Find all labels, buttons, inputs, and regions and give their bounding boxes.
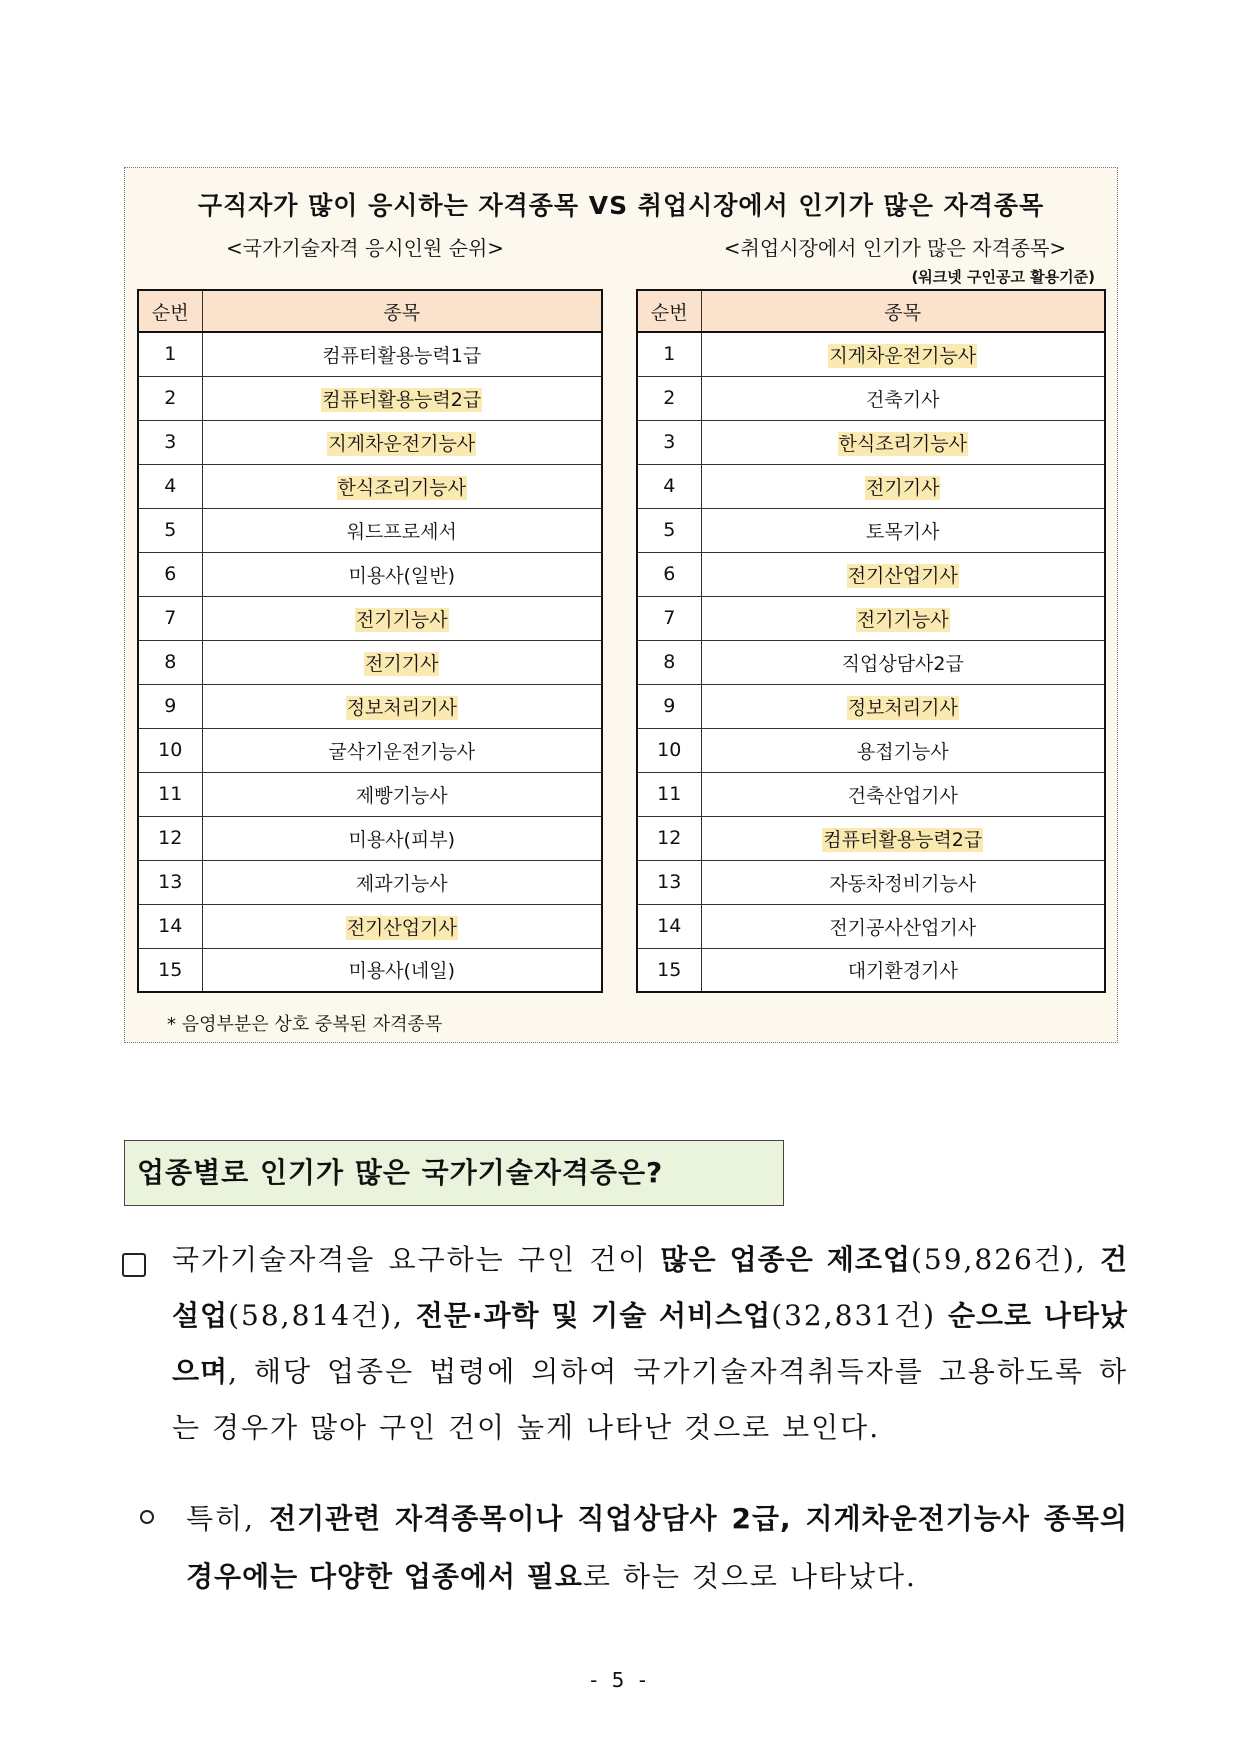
paragraph-sub: [186, 1490, 1128, 1606]
qualification-cell: [701, 332, 1105, 376]
qualification-name: 건축기사: [866, 388, 940, 411]
header-item: 종목: [701, 290, 1105, 332]
right-table-caption: <취업시장에서 인기가 많은 자격종목>: [723, 236, 1067, 260]
qualification-cell: [701, 684, 1105, 728]
rank-number: 5: [138, 508, 202, 552]
header-item: 종목: [202, 290, 602, 332]
qualification-name: 전기기사: [365, 652, 439, 675]
qualification-name: 토목기사: [866, 520, 940, 543]
rank-number: 7: [138, 596, 202, 640]
qualification-name: 전기산업기사: [847, 564, 958, 587]
rank-number: 13: [138, 860, 202, 904]
rank-number: 7: [637, 596, 701, 640]
rank-number: 4: [637, 464, 701, 508]
qualification-name: 용접기능사: [856, 740, 949, 763]
rank-number: 8: [138, 640, 202, 684]
rank-number: 9: [637, 684, 701, 728]
table-row: [637, 332, 1105, 376]
qualification-name: 지게차운전기능사: [829, 344, 977, 367]
qualification-cell: [701, 816, 1105, 860]
section-heading: 업종별로 인기가 많은 국가기술자격증은?: [124, 1140, 784, 1206]
footnote: * 음영부분은 상호 중복된 자격종목: [167, 1014, 443, 1035]
qualification-cell: [202, 904, 602, 948]
bold-text: 많은 업종은 제조업: [660, 1243, 911, 1276]
rank-number: 1: [637, 332, 701, 376]
qualification-cell: [202, 684, 602, 728]
qualification-name: 전기산업기사: [346, 916, 457, 939]
table-row: [637, 420, 1105, 464]
table-header-row: [138, 290, 602, 332]
rank-number: 11: [138, 772, 202, 816]
rank-number: 1: [138, 332, 202, 376]
rank-number: 13: [637, 860, 701, 904]
qualification-cell: [701, 640, 1105, 684]
job-market-ranking-table: [636, 289, 1106, 993]
exam-ranking-table: [137, 289, 603, 993]
table-row: [138, 860, 602, 904]
table-row: [138, 508, 602, 552]
table-row: [138, 904, 602, 948]
text-run: (58,814건),: [228, 1299, 416, 1332]
table-row: [138, 464, 602, 508]
qualification-cell: [701, 948, 1105, 992]
left-table-caption: <국가기술자격 응시인원 순위>: [225, 236, 505, 260]
qualification-cell: [202, 332, 602, 376]
qualification-name: 건축산업기사: [847, 784, 958, 807]
text-run: 국가기술자격을 요구하는 구인 건이: [172, 1243, 661, 1276]
rank-number: 14: [138, 904, 202, 948]
table-row: [138, 596, 602, 640]
checkbox-bullet-icon: [122, 1253, 146, 1277]
rank-number: 11: [637, 772, 701, 816]
rank-number: 6: [637, 552, 701, 596]
qualification-name: 지게차운전기능사: [328, 432, 476, 455]
qualification-cell: [701, 552, 1105, 596]
qualification-name: 워드프로세서: [346, 520, 457, 543]
table-row: [637, 596, 1105, 640]
comparison-title: 구직자가 많이 응시하는 자격종목 VS 취업시장에서 인기가 많은 자격종목: [197, 191, 1045, 220]
table-row: [637, 860, 1105, 904]
qualification-cell: [701, 420, 1105, 464]
bold-text: 전기관련 자격종목이나 직업상담사 2급, 지게차운전기능사 종목의 경우에는 다양한 업종에서 필요: [186, 1502, 1128, 1593]
rank-number: 15: [637, 948, 701, 992]
qualification-cell: [202, 948, 602, 992]
table-row: [138, 816, 602, 860]
qualification-cell: [202, 464, 602, 508]
table-row: [637, 772, 1105, 816]
rank-number: 12: [637, 816, 701, 860]
table-header-row: [637, 290, 1105, 332]
qualification-name: 전기기능사: [355, 608, 448, 631]
table-row: [637, 640, 1105, 684]
right-table-note: (워크넷 구인공고 활용기준): [911, 268, 1095, 286]
table-row: [138, 640, 602, 684]
qualification-cell: [701, 376, 1105, 420]
table-row: [138, 684, 602, 728]
text-run: , 해당 업종은 법령에 의하여 국가기술자격취득자를 고용하도록 하는 경우가 많아 구인 건이 높게 나타난 것으로 보인다.: [172, 1355, 1128, 1444]
rank-number: 8: [637, 640, 701, 684]
table-row: [637, 816, 1105, 860]
header-num: 순번: [138, 290, 202, 332]
qualification-cell: [202, 552, 602, 596]
qualification-name: 대기환경기사: [847, 960, 958, 983]
text-run: (59,826건),: [910, 1243, 1100, 1276]
qualification-name: 미용사(네일): [348, 960, 456, 983]
rank-number: 4: [138, 464, 202, 508]
qualification-name: 전기기능사: [856, 608, 949, 631]
qualification-name: 컴퓨터활용능력1급: [322, 344, 482, 367]
job-market-ranking-body: [637, 332, 1105, 992]
qualification-name: 컴퓨터활용능력2급: [823, 828, 983, 851]
qualification-cell: [202, 816, 602, 860]
exam-ranking-body: [138, 332, 602, 992]
qualification-name: 전기공사산업기사: [829, 916, 977, 939]
qualification-cell: [202, 508, 602, 552]
table-row: [138, 948, 602, 992]
rank-number: 15: [138, 948, 202, 992]
qualification-cell: [701, 508, 1105, 552]
qualification-name: 굴삭기운전기능사: [328, 740, 476, 763]
qualification-name: 전기기사: [866, 476, 940, 499]
rank-number: 14: [637, 904, 701, 948]
qualification-name: 한식조리기능사: [337, 476, 466, 499]
text-run: 특히,: [186, 1502, 270, 1535]
qualification-name: 직업상담사2급: [841, 652, 964, 675]
qualification-cell: [202, 596, 602, 640]
comparison-box: [124, 167, 1118, 1043]
paragraph-main: [172, 1232, 1128, 1456]
qualification-name: 정보처리기사: [847, 696, 958, 719]
table-row: [637, 508, 1105, 552]
text-run: 로 하는 것으로 나타났다.: [582, 1560, 917, 1593]
qualification-cell: [701, 728, 1105, 772]
bold-text: 순으로 나타났으며: [172, 1299, 1128, 1388]
rank-number: 2: [637, 376, 701, 420]
qualification-cell: [701, 772, 1105, 816]
table-row: [637, 948, 1105, 992]
qualification-cell: [202, 376, 602, 420]
qualification-name: 제빵기능사: [355, 784, 448, 807]
rank-number: 2: [138, 376, 202, 420]
qualification-cell: [701, 904, 1105, 948]
table-row: [138, 728, 602, 772]
table-row: [138, 420, 602, 464]
table-row: [637, 904, 1105, 948]
header-num: 순번: [637, 290, 701, 332]
table-row: [637, 464, 1105, 508]
rank-number: 9: [138, 684, 202, 728]
table-row: [138, 772, 602, 816]
qualification-name: 정보처리기사: [346, 696, 457, 719]
table-row: [637, 552, 1105, 596]
text-run: (32,831건): [771, 1299, 948, 1332]
qualification-name: 자동차정비기능사: [829, 872, 977, 895]
table-row: [138, 332, 602, 376]
rank-number: 3: [637, 420, 701, 464]
bold-text: 건설업: [172, 1243, 1128, 1332]
qualification-cell: [202, 860, 602, 904]
rank-number: 3: [138, 420, 202, 464]
page-number: - 5 -: [590, 1668, 650, 1692]
table-row: [637, 728, 1105, 772]
qualification-name: 제과기능사: [355, 872, 448, 895]
qualification-name: 컴퓨터활용능력2급: [322, 388, 482, 411]
table-row: [138, 376, 602, 420]
qualification-cell: [701, 860, 1105, 904]
qualification-cell: [701, 464, 1105, 508]
qualification-name: 미용사(피부): [348, 828, 456, 851]
qualification-cell: [202, 728, 602, 772]
rank-number: 10: [138, 728, 202, 772]
qualification-cell: [202, 420, 602, 464]
rank-number: 5: [637, 508, 701, 552]
bold-text: 전문·과학 및 기술 서비스업: [415, 1299, 772, 1332]
qualification-cell: [202, 640, 602, 684]
qualification-name: 미용사(일반): [348, 564, 456, 587]
rank-number: 6: [138, 552, 202, 596]
table-row: [637, 684, 1105, 728]
qualification-name: 한식조리기능사: [838, 432, 967, 455]
rank-number: 10: [637, 728, 701, 772]
table-row: [138, 552, 602, 596]
table-row: [637, 376, 1105, 420]
circle-bullet-icon: [140, 1510, 154, 1524]
qualification-cell: [701, 596, 1105, 640]
rank-number: 12: [138, 816, 202, 860]
qualification-cell: [202, 772, 602, 816]
